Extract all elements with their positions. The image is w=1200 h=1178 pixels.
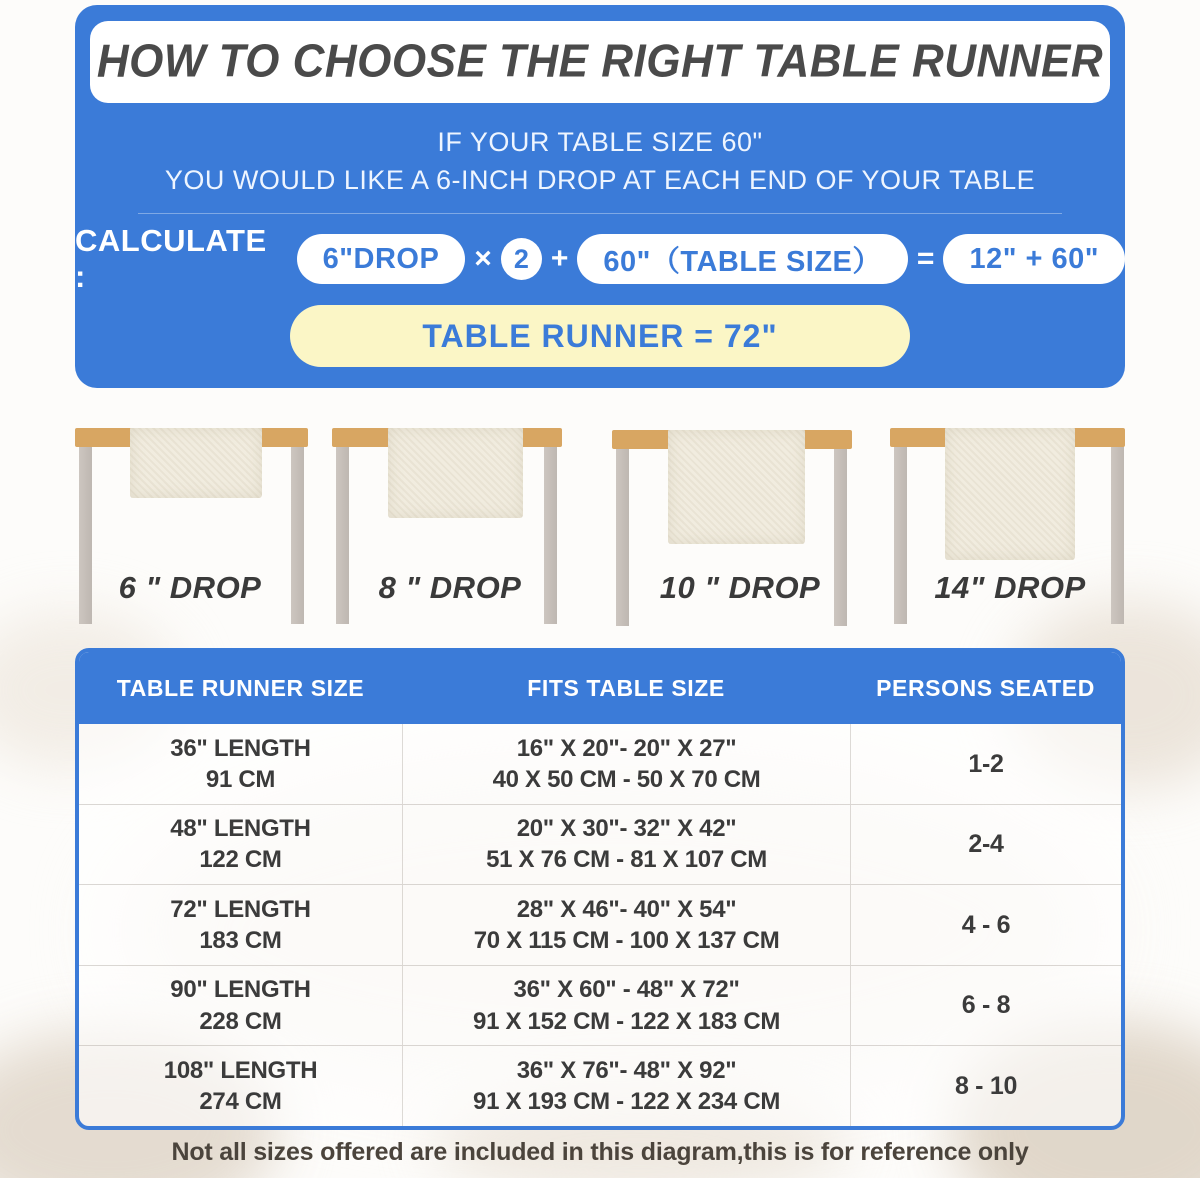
drop-label: 10 " DROP — [659, 570, 821, 605]
fits-size-cell: 36" X 60" - 48" X 72" 91 X 152 CM - 122 X 183 CM — [402, 966, 850, 1046]
page-title: HOW TO CHOOSE THE RIGHT TABLE RUNNER — [96, 35, 1104, 88]
persons-cell: 4 - 6 — [850, 885, 1121, 965]
table-runner — [668, 430, 805, 544]
fits-size-cell: 20" X 30"- 32" X 42" 51 X 76 CM - 81 X 107 CM — [402, 805, 850, 885]
fits-size-cell: 16" X 20"- 20" X 27" 40 X 50 CM - 50 X 70 CM — [402, 724, 850, 804]
table-leg — [616, 447, 629, 626]
plus-operator: + — [550, 242, 569, 275]
fits-size-cell: 36" X 76"- 48" X 92" 91 X 193 CM - 122 X 234 CM — [402, 1046, 850, 1126]
column-header-persons: PERSONS SEATED — [876, 674, 1095, 701]
size-chart-table — [75, 648, 1125, 1130]
result-banner — [290, 305, 910, 367]
runner-size-cell: 36" LENGTH 91 CM — [170, 734, 311, 793]
runner-size-cell: 108" LENGTH 274 CM — [163, 1056, 318, 1116]
drop-label: 8 " DROP — [378, 570, 522, 605]
calculation-row — [75, 223, 1125, 294]
table-row — [79, 724, 1121, 804]
intro-line-1: IF YOUR TABLE SIZE 60" — [437, 127, 763, 157]
runner-size-cell: 90" LENGTH 228 CM — [170, 976, 311, 1035]
runner-size-cell: 48" LENGTH 122 CM — [170, 815, 311, 874]
persons-cell: 2-4 — [850, 805, 1121, 885]
sum-pill: 12" + 60" — [943, 234, 1125, 284]
times-operator: × — [474, 242, 492, 275]
drop-value-pill: 6"DROP — [297, 234, 466, 284]
table-row — [79, 884, 1121, 965]
table-runner — [388, 428, 523, 518]
persons-cell: 1-2 — [850, 724, 1121, 804]
table-header-row — [79, 652, 1121, 724]
persons-cell: 8 - 10 — [850, 1046, 1121, 1126]
table-runner — [130, 428, 262, 498]
table-row — [79, 1045, 1121, 1126]
result-text: TABLE RUNNER = 72" — [422, 317, 778, 354]
persons-cell: 6 - 8 — [850, 966, 1121, 1046]
column-header-fits-size: FITS TABLE SIZE — [527, 674, 725, 701]
divider-line — [138, 213, 1062, 214]
title-banner — [90, 21, 1110, 103]
table-body — [79, 724, 1121, 1126]
runner-size-cell: 72" LENGTH 183 CM — [170, 895, 311, 954]
instruction-panel — [75, 5, 1125, 388]
footer-disclaimer: Not all sizes offered are included in this diagram,this is for reference only — [171, 1138, 1029, 1166]
table-runner — [945, 428, 1075, 560]
table-row — [79, 804, 1121, 885]
drop-label: 14" DROP — [934, 570, 1086, 605]
intro-line-2: YOU WOULD LIKE A 6-INCH DROP AT EACH END OF YOUR TABLE — [164, 165, 1036, 195]
drop-label: 6 " DROP — [118, 570, 262, 605]
calculate-label: CALCULATE : — [75, 223, 267, 294]
multiplier-badge: 2 — [501, 238, 542, 280]
table-size-pill: 60"（TABLE SIZE） — [577, 234, 908, 284]
column-header-runner-size: TABLE RUNNER SIZE — [116, 674, 365, 701]
fits-size-cell: 28" X 46"- 40" X 54" 70 X 115 CM - 100 X 137 CM — [402, 885, 850, 965]
table-row — [79, 965, 1121, 1046]
equals-operator: = — [916, 242, 935, 275]
